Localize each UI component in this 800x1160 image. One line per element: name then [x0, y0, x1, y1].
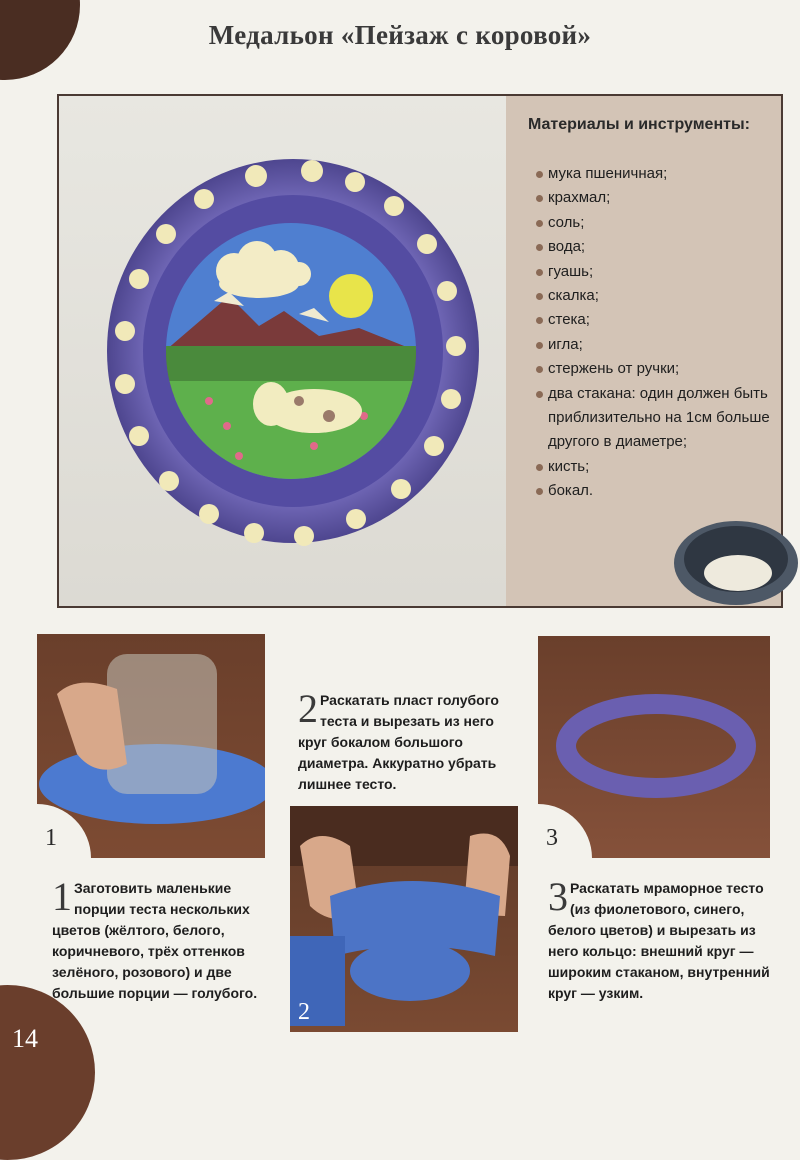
list-item: два стакана: один должен быть приблизительно на 1см больше другого в диаметре;	[536, 382, 771, 455]
page-title: Медальон «Пейзаж с коровой»	[208, 20, 592, 50]
list-item: бокал.	[536, 479, 771, 503]
medallion-illustration	[59, 96, 506, 606]
step-text: Раскатать пласт голубого теста и вырезать из него круг бокалом большого диаметра. Аккуратно убрать лишнее тесто.	[298, 692, 499, 792]
list-item: крахмал;	[536, 186, 771, 210]
photo-number: 2	[298, 999, 310, 1025]
step-number: 1	[52, 874, 72, 919]
list-item: гуашь;	[536, 260, 771, 284]
list-item: мука пшеничная;	[536, 162, 771, 186]
materials-list	[536, 162, 771, 504]
list-item: кисть;	[536, 455, 771, 479]
photo-number: 3	[546, 825, 558, 851]
step-number: 2	[298, 686, 318, 731]
sun	[329, 274, 373, 318]
photo-2-illustration	[290, 806, 518, 1032]
materials-heading: Материалы и инструменты:	[528, 116, 750, 133]
corner-decoration-bottom	[0, 985, 95, 1160]
medallion-photo	[59, 96, 506, 606]
step-3	[548, 874, 773, 1004]
photo-number: 1	[45, 825, 57, 851]
list-item: стержень от ручки;	[536, 357, 771, 381]
step-photo-2	[290, 806, 518, 1032]
step-photo-1	[37, 634, 265, 858]
step-photo-3	[538, 636, 770, 858]
flour-bowl-image	[672, 515, 800, 610]
page-number: 14	[12, 1024, 38, 1053]
step-text: Раскатать мраморное тесто (из фиолетового, синего, белого цветов) и вырезать из него кольцо: внешний круг — широким стаканом, внутренний круг — узким.	[548, 880, 770, 1001]
list-item: игла;	[536, 333, 771, 357]
step-1	[52, 874, 267, 1004]
list-item: скалка;	[536, 284, 771, 308]
list-item: соль;	[536, 211, 771, 235]
list-item: вода;	[536, 235, 771, 259]
step-text: Заготовить маленькие порции теста нескольких цветов (жёлтого, белого, коричневого, трёх оттенков зелёного, розового) и две большие порции — голубого.	[52, 880, 258, 1001]
step-2	[298, 686, 523, 795]
list-item: стека;	[536, 308, 771, 332]
step-number: 3	[548, 874, 568, 919]
hill	[159, 346, 429, 386]
